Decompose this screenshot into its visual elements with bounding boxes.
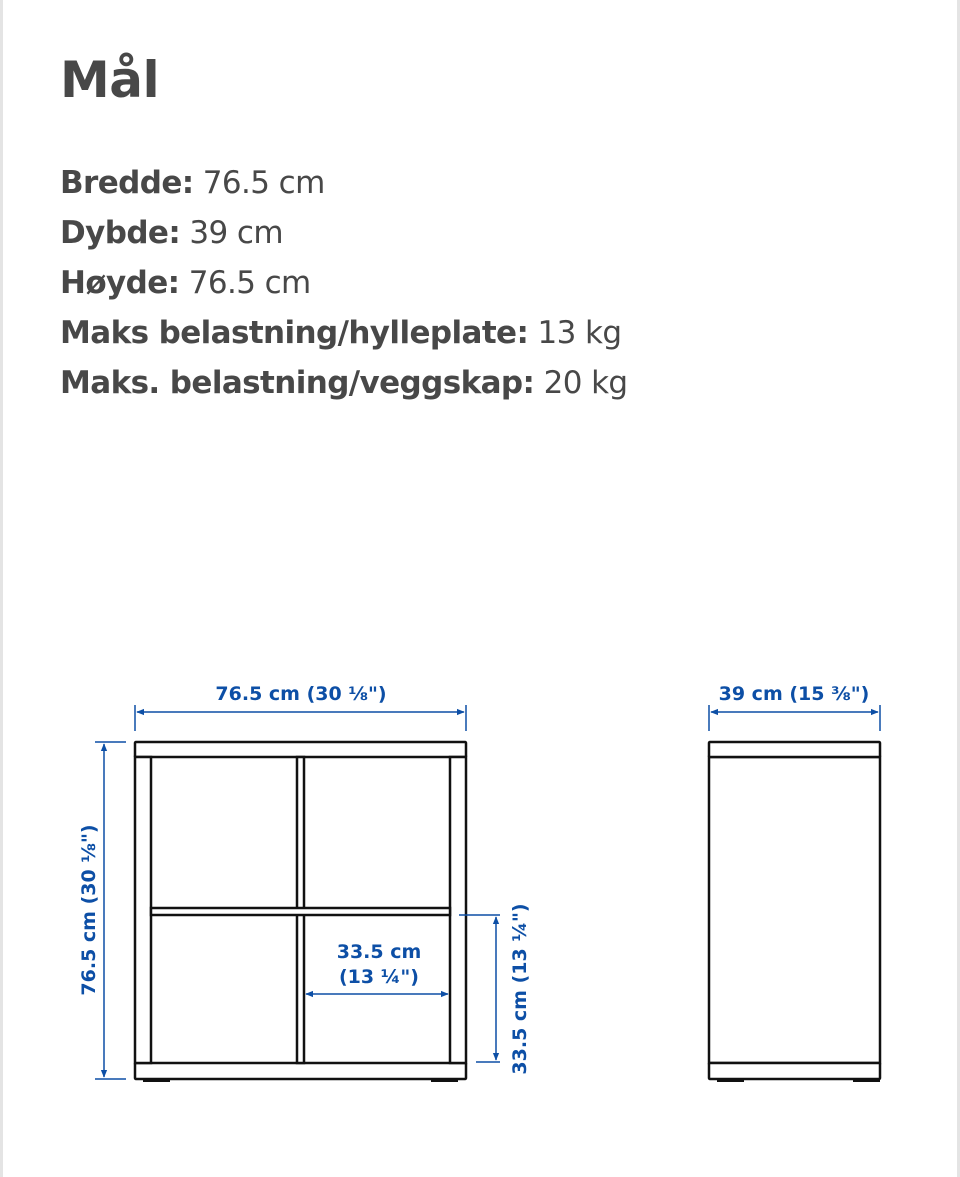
spec-value: 13 kg (528, 315, 622, 351)
side-bottom-panel (709, 1063, 880, 1079)
front-view-shelf (135, 742, 466, 1082)
spec-label: Maks belastning/hylleplate: (60, 315, 529, 351)
side-depth-label: 39 cm (15 ⅜") (718, 683, 870, 705)
spec-value: 20 kg (534, 365, 628, 401)
bottom-panel (135, 1063, 466, 1079)
side-depth-dimension (709, 683, 880, 731)
side-panel-right (450, 757, 466, 1063)
compartment-width-label-line2: (13 ¼") (339, 966, 419, 988)
spec-value: 39 cm (180, 215, 283, 251)
side-body (709, 757, 880, 1063)
page-title: Mål (60, 51, 160, 109)
spec-label: Maks. belastning/veggskap: (60, 365, 535, 401)
spec-label: Dybde: (60, 215, 181, 251)
front-height-label: 76.5 cm (30 ⅛") (78, 824, 100, 996)
front-height-dimension (78, 742, 126, 1079)
spec-label: Bredde: (60, 165, 194, 201)
front-width-label: 76.5 cm (30 ⅛") (215, 683, 387, 705)
top-panel (135, 742, 466, 757)
spec-value: 76.5 cm (193, 165, 325, 201)
spec-label: Høyde: (60, 265, 180, 301)
compartment-height-dimension (459, 903, 531, 1074)
front-width-dimension (135, 683, 466, 731)
spec-value: 76.5 cm (179, 265, 311, 301)
compartment-width-dimension (306, 941, 448, 994)
side-panel-left (135, 757, 151, 1063)
middle-shelf (151, 908, 450, 915)
side-view-shelf (709, 742, 880, 1082)
side-top-panel (709, 742, 880, 757)
compartment-width-label-line1: 33.5 cm (336, 941, 422, 963)
compartment-height-label: 33.5 cm (13 ¼") (509, 903, 531, 1075)
